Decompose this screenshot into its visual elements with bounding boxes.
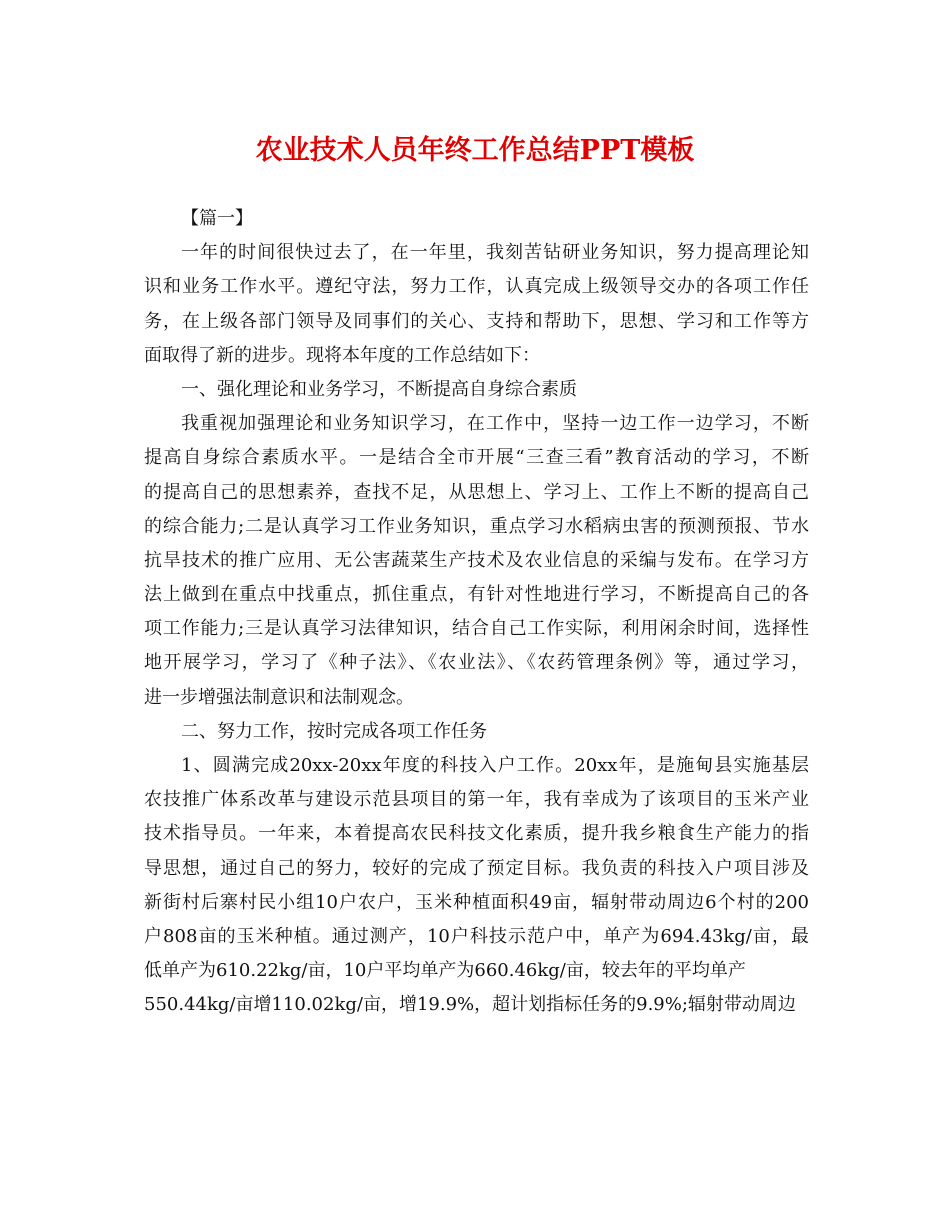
body-line: 务，在上级各部门领导及同事们的关心、支持和帮助下，思想、学习和工作等方 [144, 310, 809, 332]
body-line: 项工作能力;三是认真学习法律知识，结合自己工作实际，利用闲余时间，选择性 [144, 618, 809, 640]
body-line: 识和业务工作水平。遵纪守法，努力工作，认真完成上级领导交办的各项工作任 [144, 276, 809, 298]
body-line: 农技推广体系改革与建设示范县项目的第一年，我有幸成为了该项目的玉米产业 [144, 789, 809, 811]
section-heading: 一、强化理论和业务学习，不断提高自身综合素质 [181, 378, 577, 400]
body-line: 550.44kg/亩增110.02kg/亩，增19.9%，超计划指标任务的9.9%;辐射带动周边 [144, 994, 796, 1016]
body-line: 一年的时间很快过去了，在一年里，我刻苦钻研业务知识，努力提高理论知 [181, 242, 809, 264]
document-body [144, 202, 809, 1023]
body-line: 新街村后寨村民小组10户农户，玉米种植面积49亩，辐射带动周边6个村的200 [144, 891, 809, 913]
body-line: 户808亩的玉米种植。通过测产，10户科技示范户中，单产为694.43kg/亩，最 [144, 925, 809, 947]
body-line: 的提高自己的思想素养，查找不足，从思想上、学习上、工作上不断的提高自己 [144, 481, 809, 503]
document-title: 农业技术人员年终工作总结PPT模板 [255, 135, 695, 166]
body-line: 1、圆满完成20xx-20xx年度的科技入户工作。20xx年，是施甸县实施基层 [181, 755, 809, 776]
body-line: 提高自身综合素质水平。一是结合全市开展“三查三看”教育活动的学习，不断 [144, 447, 809, 469]
section-heading: 【篇一】 [181, 208, 253, 229]
body-line: 地开展学习，学习了《种子法》、《农业法》、《农药管理条例》等，通过学习， [144, 652, 809, 674]
body-line: 抗旱技术的推广应用、无公害蔬菜生产技术及农业信息的采编与发布。在学习方 [144, 549, 809, 571]
body-line: 技术指导员。一年来，本着提高农民科技文化素质，提升我乡粮食生产能力的指 [144, 823, 809, 845]
body-line: 我重视加强理论和业务知识学习，在工作中，坚持一边工作一边学习，不断 [181, 413, 809, 435]
section-heading: 二、努力工作，按时完成各项工作任务 [181, 720, 487, 742]
body-line: 法上做到在重点中找重点，抓住重点，有针对性地进行学习，不断提高自己的各 [144, 584, 809, 606]
body-line: 的综合能力;二是认真学习工作业务知识，重点学习水稻病虫害的预测预报、节水 [144, 515, 809, 537]
body-line: 低单产为610.22kg/亩，10户平均单产为660.46kg/亩，较去年的平均单产 [144, 960, 746, 982]
body-line: 面取得了新的进步。现将本年度的工作总结如下： [144, 344, 540, 366]
body-line: 导思想，通过自己的努力，较好的完成了预定目标。我负责的科技入户项目涉及 [144, 857, 809, 879]
body-line: 进一步增强法制意识和法制观念。 [144, 686, 414, 708]
